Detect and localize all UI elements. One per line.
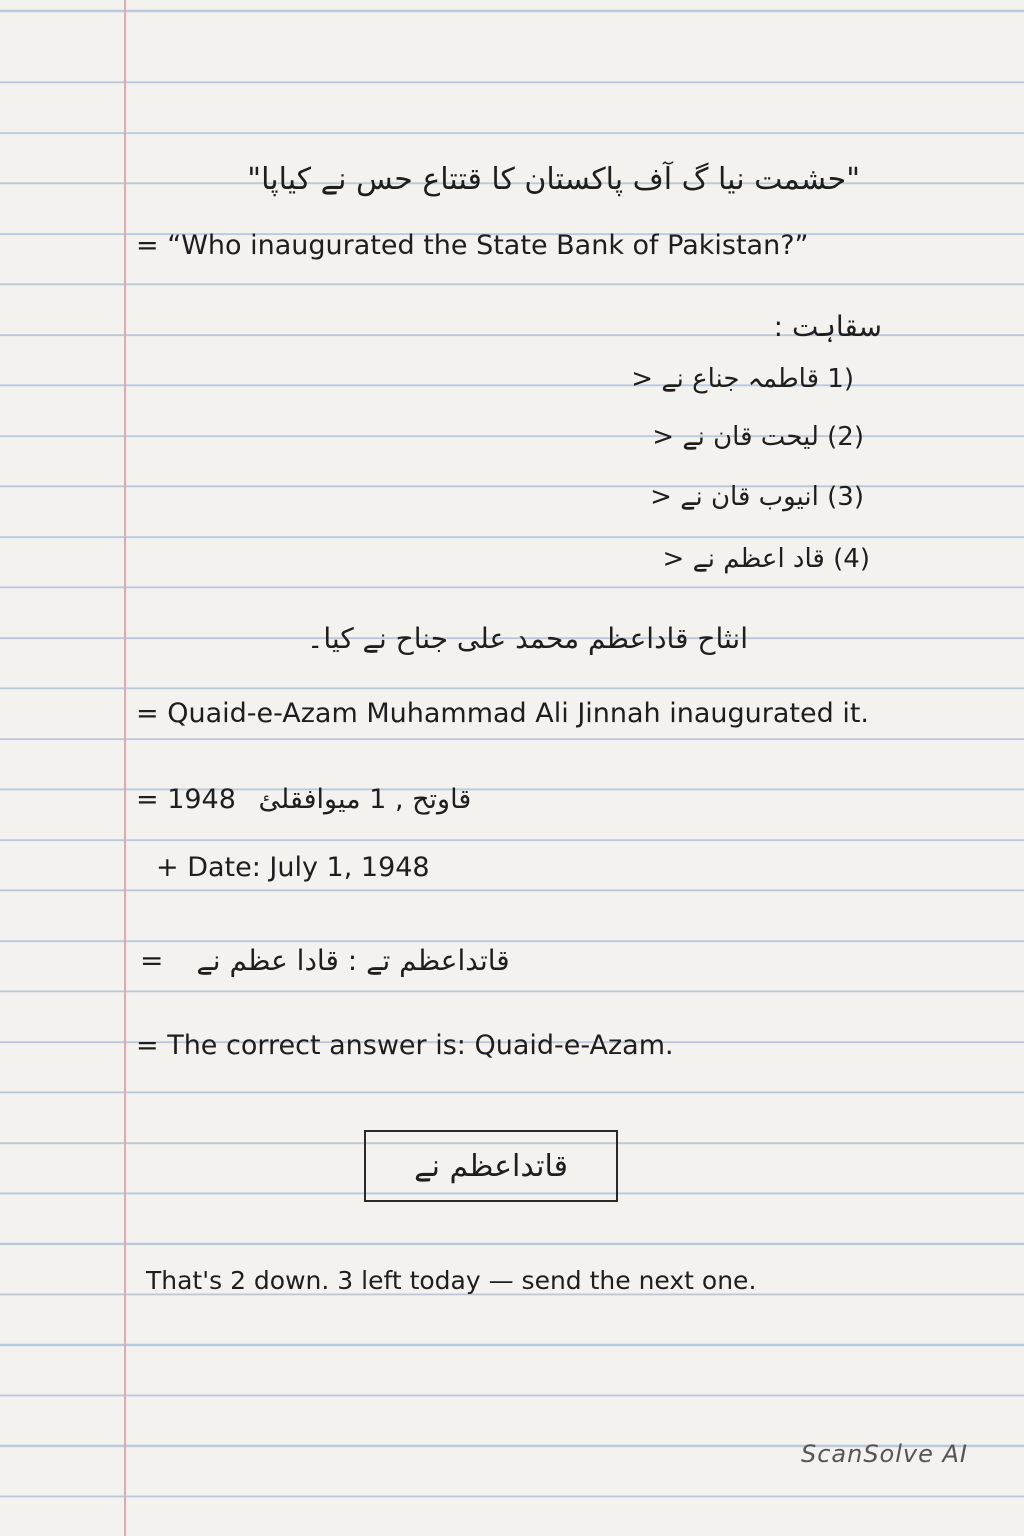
option-marker: < — [650, 482, 672, 512]
question-urdu: "حشمت نیا گ آف پاکستان کا قتتاع حس نے کیاپا" — [247, 162, 860, 197]
option-4 — [570, 544, 870, 575]
date-urdu-prefix: = 1948 — [136, 784, 236, 815]
margin-line — [124, 0, 126, 1536]
conclusion-urdu — [140, 944, 510, 978]
date-urdu-text: قاوتح , 1 میوافقلئ — [258, 784, 472, 815]
option-3 — [564, 482, 864, 513]
option-marker: < — [652, 422, 675, 452]
answer-urdu: انثاح قاداعظم محمد علی جناح نے کیا۔ — [306, 622, 748, 655]
conclusion-text: قاتداعظم تے : قادا عظم نے — [196, 944, 510, 977]
option-text: قاطمہ جناع نے — [661, 364, 820, 394]
brand-signature: ScanSolve AI — [800, 1440, 968, 1468]
conclusion-prefix: = — [140, 944, 164, 977]
answer-english: = Quaid-e-Azam Muhammad Ali Jinnah inaugurated it. — [136, 698, 870, 729]
option-marker: < — [662, 544, 685, 574]
option-marker: < — [631, 364, 654, 394]
option-number: (2) — [827, 422, 864, 452]
boxed-answer: قاتداعظم نے — [364, 1130, 618, 1202]
options-heading: سقاہت : — [773, 310, 882, 343]
option-1 — [554, 364, 854, 395]
option-text: قاد اعظم نے — [692, 544, 825, 574]
date-english: + Date: July 1, 1948 — [156, 852, 430, 883]
date-urdu — [136, 784, 471, 816]
option-number: (1 — [827, 364, 854, 394]
option-text: انیوب قان نے — [680, 482, 819, 512]
option-text: لیحت قان نے — [682, 422, 819, 452]
option-number: (3) — [827, 482, 864, 512]
option-number: (4) — [833, 544, 870, 574]
footer-note: That's 2 down. 3 left today — send the next one. — [146, 1266, 757, 1295]
question-english: = “Who inaugurated the State Bank of Pakistan?” — [136, 230, 809, 261]
option-2 — [564, 422, 864, 453]
correct-answer-english: = The correct answer is: Quaid-e-Azam. — [136, 1030, 674, 1061]
